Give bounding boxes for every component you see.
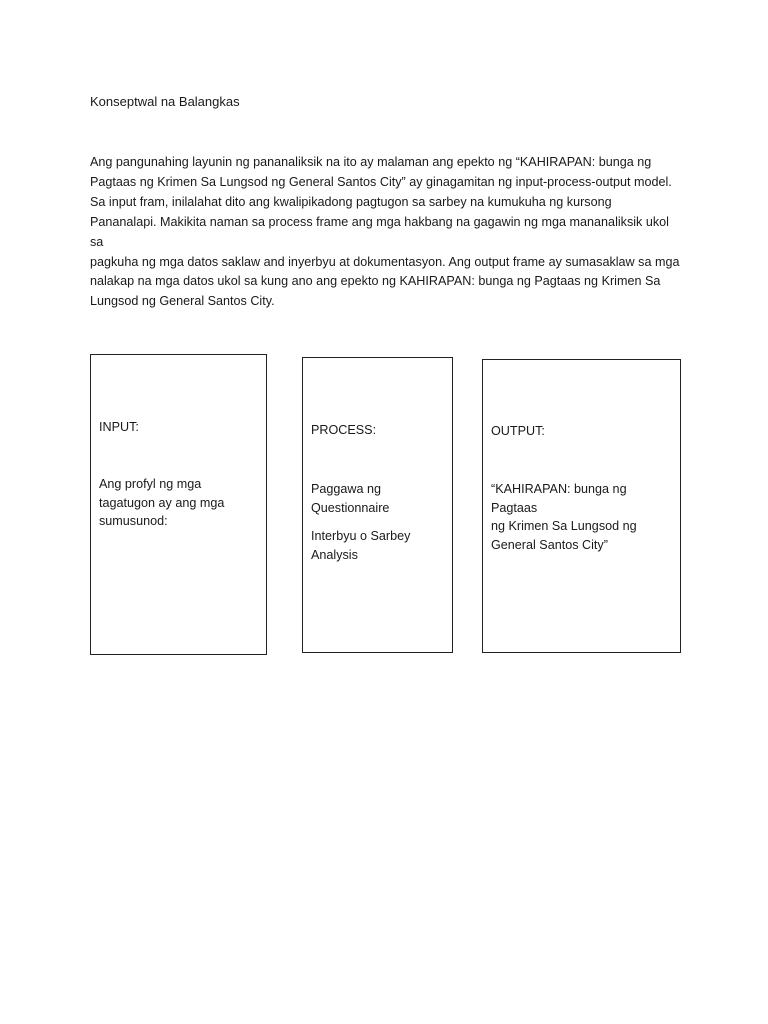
output-line: ng Krimen Sa Lungsod ng — [491, 519, 637, 533]
output-body — [491, 480, 676, 554]
page-title: Konseptwal na Balangkas — [90, 94, 240, 109]
input-body — [99, 475, 249, 531]
output-line: General Santos City” — [491, 537, 608, 552]
process-heading: PROCESS: — [311, 423, 377, 437]
process-line: Analysis — [311, 547, 358, 562]
input-line: Ang profyl ng mga — [99, 477, 202, 491]
process-item — [311, 480, 436, 517]
intro-line: Ang pangunahing layunin ng pananaliksik na ito ay malaman ang epekto ng “KAHIRAPAN: bunga ng — [90, 155, 652, 169]
input-frame — [90, 354, 267, 655]
input-line: tagatugon ay ang mga — [99, 495, 225, 510]
output-heading: OUTPUT: — [491, 424, 545, 438]
process-body — [311, 480, 436, 574]
intro-line: pagkuha ng mga datos saklaw and inyerbyu at dokumentasyon. Ang output frame ay sumasaklaw sa mga — [90, 254, 680, 269]
process-line: Questionnaire — [311, 500, 390, 515]
intro-line: Pagtaas ng Krimen Sa Lungsod ng General Santos City” ay ginagamitan ng input-process-output model. — [90, 174, 672, 189]
intro-line: Pananalapi. Makikita naman sa process frame ang mga hakbang na gagawin ng mga mananaliksik ukol sa — [90, 214, 669, 249]
output-frame — [482, 359, 681, 653]
intro-line: nalakap na mga datos ukol sa kung ano ang epekto ng KAHIRAPAN: bunga ng Pagtaas ng Krimen Sa — [90, 274, 661, 289]
intro-paragraph — [90, 153, 680, 312]
process-item — [311, 527, 436, 564]
process-frame — [302, 357, 453, 653]
input-line: sumusunod: — [99, 514, 168, 528]
process-line: Paggawa ng — [311, 482, 382, 496]
input-heading: INPUT: — [99, 420, 139, 434]
intro-line: Lungsod ng General Santos City. — [90, 294, 275, 309]
intro-line: Sa input fram, inilalahat dito ang kwalipikadong pagtugon sa sarbey na kumukuha ng kursong — [90, 194, 612, 209]
output-line: “KAHIRAPAN: bunga ng Pagtaas — [491, 482, 627, 515]
process-line: Interbyu o Sarbey — [311, 529, 411, 543]
